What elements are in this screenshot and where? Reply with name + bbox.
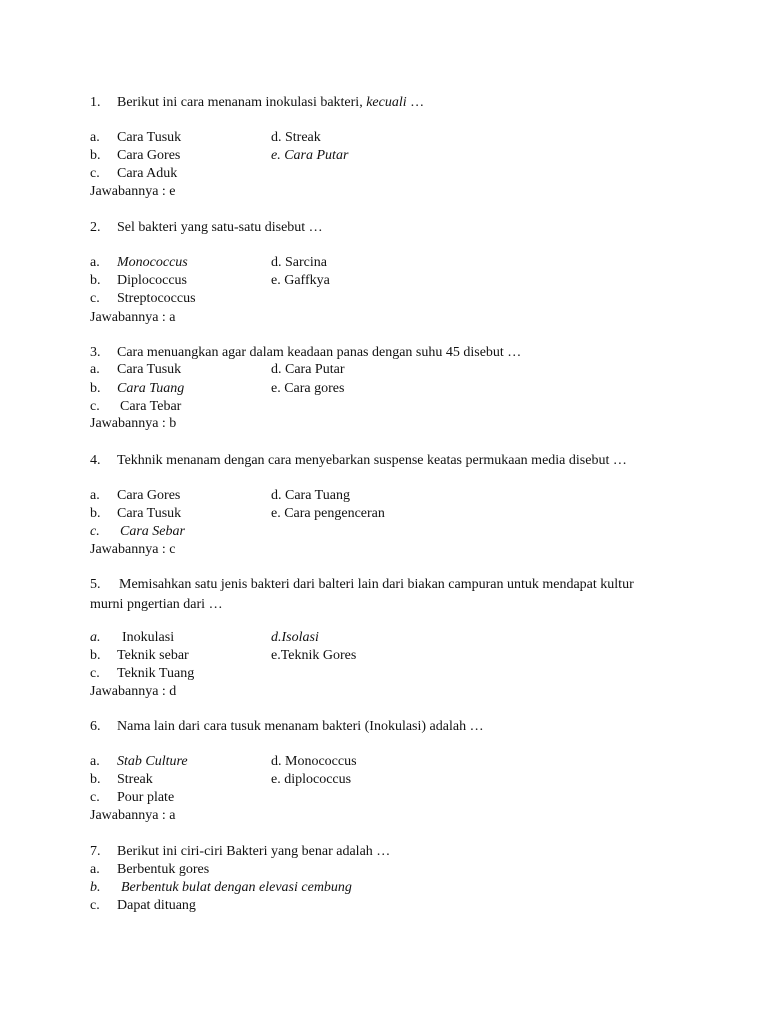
q7-option-c-marker: c. xyxy=(90,898,100,913)
q3-option-e: e. Cara gores xyxy=(271,381,345,396)
q3-number: 3. xyxy=(90,345,101,360)
q1-option-c-marker: c. xyxy=(90,166,100,181)
q5-option-a-marker: a. xyxy=(90,630,101,645)
q5-option-b-marker: b. xyxy=(90,648,101,663)
q6-option-a-marker: a. xyxy=(90,754,100,769)
q5-option-e: e.Teknik Gores xyxy=(271,648,357,663)
q2-option-b: Diplococcus xyxy=(117,273,187,288)
q1-question-emphasis: kecuali xyxy=(366,95,407,110)
q5-option-c-marker: c. xyxy=(90,666,100,681)
q4-question: Tekhnik menanam dengan cara menyebarkan suspense keatas permukaan media disebut … xyxy=(117,453,627,468)
q6-option-d: d. Monococcus xyxy=(271,754,357,769)
q5-option-a: Inokulasi xyxy=(122,630,175,645)
q1-option-c: Cara Aduk xyxy=(117,166,178,181)
q2-number: 2. xyxy=(90,220,101,235)
q3-option-b: Cara Tuang xyxy=(117,381,185,396)
q2-option-e: e. Gaffkya xyxy=(271,273,330,288)
q2-option-b-marker: b. xyxy=(90,273,101,288)
q4-option-e: e. Cara pengenceran xyxy=(271,506,385,521)
q7-question: Berikut ini ciri-ciri Bakteri yang benar adalah … xyxy=(117,844,391,859)
q5-question-line1: Memisahkan satu jenis bakteri dari balteri lain dari biakan campuran untuk mendapat kultur xyxy=(119,577,634,592)
q4-option-b: Cara Tusuk xyxy=(117,506,182,521)
q6-question: Nama lain dari cara tusuk menanam bakteri (Inokulasi) adalah … xyxy=(117,719,484,734)
q5-option-d: d.Isolasi xyxy=(271,630,319,645)
q1-option-a: Cara Tusuk xyxy=(117,130,182,145)
q3-option-c: Cara Tebar xyxy=(120,399,182,414)
q7-option-b-marker: b. xyxy=(90,880,101,895)
q6-number: 6. xyxy=(90,719,101,734)
q1-number: 1. xyxy=(90,95,101,110)
q2-question: Sel bakteri yang satu-satu disebut … xyxy=(117,220,323,235)
q1-question-text: Berikut ini cara menanam inokulasi bakteri, xyxy=(117,95,367,110)
q5-number: 5. xyxy=(90,577,101,592)
q2-option-c-marker: c. xyxy=(90,291,100,306)
q3-answer: Jawabannya : b xyxy=(90,416,177,431)
q1-question-ellipsis: … xyxy=(406,95,425,110)
q2-option-a-marker: a. xyxy=(90,255,100,270)
q2-option-a: Monococcus xyxy=(117,255,188,270)
q6-option-e: e. diplococcus xyxy=(271,772,352,787)
q1-option-a-marker: a. xyxy=(90,130,100,145)
q6-option-a: Stab Culture xyxy=(117,754,188,769)
q1-option-d: d. Streak xyxy=(271,130,321,145)
q3-option-a: Cara Tusuk xyxy=(117,362,182,377)
q6-answer: Jawabannya : a xyxy=(90,808,176,823)
q5-option-b: Teknik sebar xyxy=(117,648,189,663)
q5-question-line2: murni pngertian dari … xyxy=(90,597,223,612)
q2-answer: Jawabannya : a xyxy=(90,310,176,325)
q4-option-a-marker: a. xyxy=(90,488,100,503)
q1-option-b-marker: b. xyxy=(90,148,101,163)
q3-option-d: d. Cara Putar xyxy=(271,362,345,377)
q6-option-b: Streak xyxy=(117,772,153,787)
q6-option-c: Pour plate xyxy=(117,790,175,805)
q4-answer: Jawabannya : c xyxy=(90,542,176,557)
q3-question: Cara menuangkan agar dalam keadaan panas dengan suhu 45 disebut … xyxy=(117,345,522,360)
q7-option-b: Berbentuk bulat dengan elevasi cembung xyxy=(121,880,352,895)
q3-option-b-marker: b. xyxy=(90,381,101,396)
q5-option-c: Teknik Tuang xyxy=(117,666,195,681)
q7-option-a-marker: a. xyxy=(90,862,100,877)
q4-option-d: d. Cara Tuang xyxy=(271,488,350,503)
q4-number: 4. xyxy=(90,453,101,468)
q1-option-e: e. Cara Putar xyxy=(271,148,349,163)
q3-option-a-marker: a. xyxy=(90,362,100,377)
q7-option-a: Berbentuk gores xyxy=(117,862,210,877)
q6-option-c-marker: c. xyxy=(90,790,100,805)
q1-answer: Jawabannya : e xyxy=(90,184,176,199)
q2-option-d: d. Sarcina xyxy=(271,255,327,270)
q4-option-a: Cara Gores xyxy=(117,488,181,503)
q1-question xyxy=(117,94,424,112)
q7-option-c: Dapat dituang xyxy=(117,898,196,913)
q1-option-b: Cara Gores xyxy=(117,148,181,163)
q2-option-c: Streptococcus xyxy=(117,291,196,306)
q4-option-c-marker: c. xyxy=(90,524,100,539)
q7-number: 7. xyxy=(90,844,101,859)
q4-option-c: Cara Sebar xyxy=(120,524,185,539)
q3-option-c-marker: c. xyxy=(90,399,100,414)
q4-option-b-marker: b. xyxy=(90,506,101,521)
q6-option-b-marker: b. xyxy=(90,772,101,787)
q5-answer: Jawabannya : d xyxy=(90,684,177,699)
